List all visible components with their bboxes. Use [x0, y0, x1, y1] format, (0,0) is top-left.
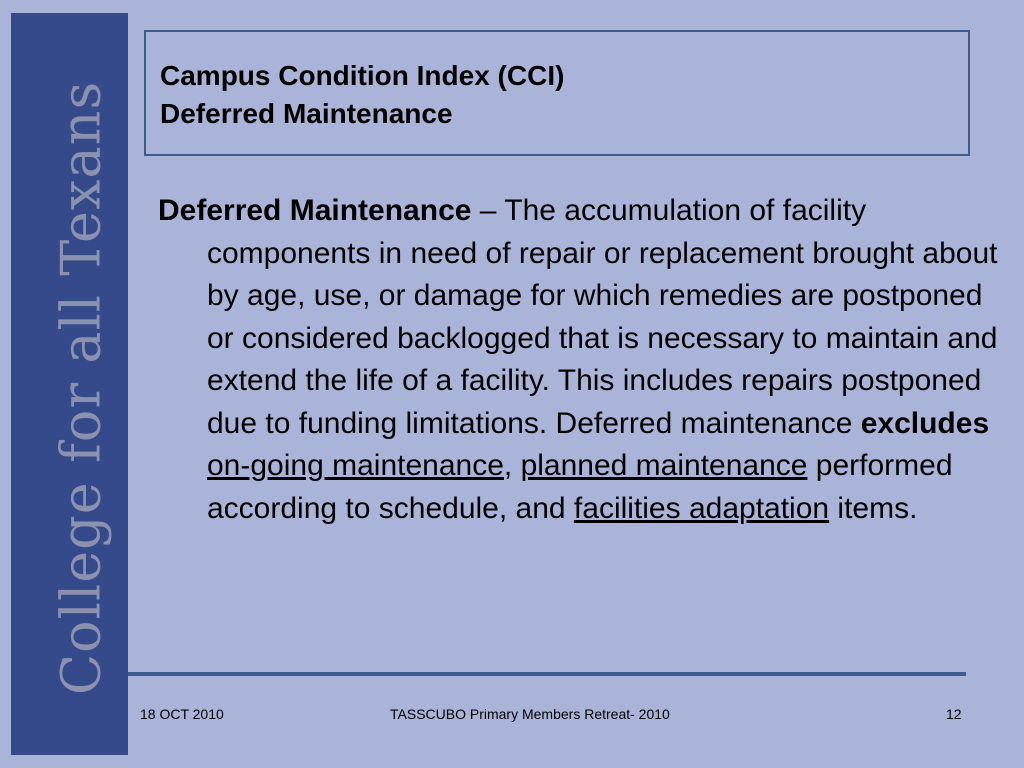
- sidebar-band: [11, 13, 128, 755]
- definition-paragraph: [158, 190, 1007, 530]
- title-box: [144, 30, 970, 156]
- slide-number: 12: [946, 706, 962, 722]
- mid-text: performed according to schedule, and: [207, 449, 953, 525]
- end-text: items.: [829, 491, 918, 525]
- footer-date: 18 OCT 2010: [140, 706, 224, 722]
- term-dash: –: [471, 194, 505, 227]
- facilities-adaptation-term: facilities adaptation: [573, 491, 830, 525]
- sidebar-tagline: College for all Texans: [49, 80, 113, 696]
- slide-subtitle: Deferred Maintenance: [160, 98, 453, 129]
- planned-maintenance-term: planned maintenance: [520, 449, 808, 482]
- footer-event: TASSCUBO Primary Members Retreat- 2010: [390, 706, 670, 722]
- footer-divider: [128, 672, 966, 676]
- slide-title: Campus Condition Index (CCI): [160, 60, 565, 91]
- ongoing-maintenance-term: on-going maintenance: [207, 449, 504, 482]
- excludes-word: excludes: [860, 406, 990, 440]
- definition-term: Deferred Maintenance: [158, 194, 472, 227]
- separator: ,: [503, 449, 521, 482]
- definition-text: The accumulation of facility components in need of repair or replacement brought about by age, use, or damage for which remedies are postponed or considered backlogged that is necessary to maintain and extend the life of a facility. This includes repairs postponed due to funding limitations. Deferred maintenance: [207, 194, 998, 440]
